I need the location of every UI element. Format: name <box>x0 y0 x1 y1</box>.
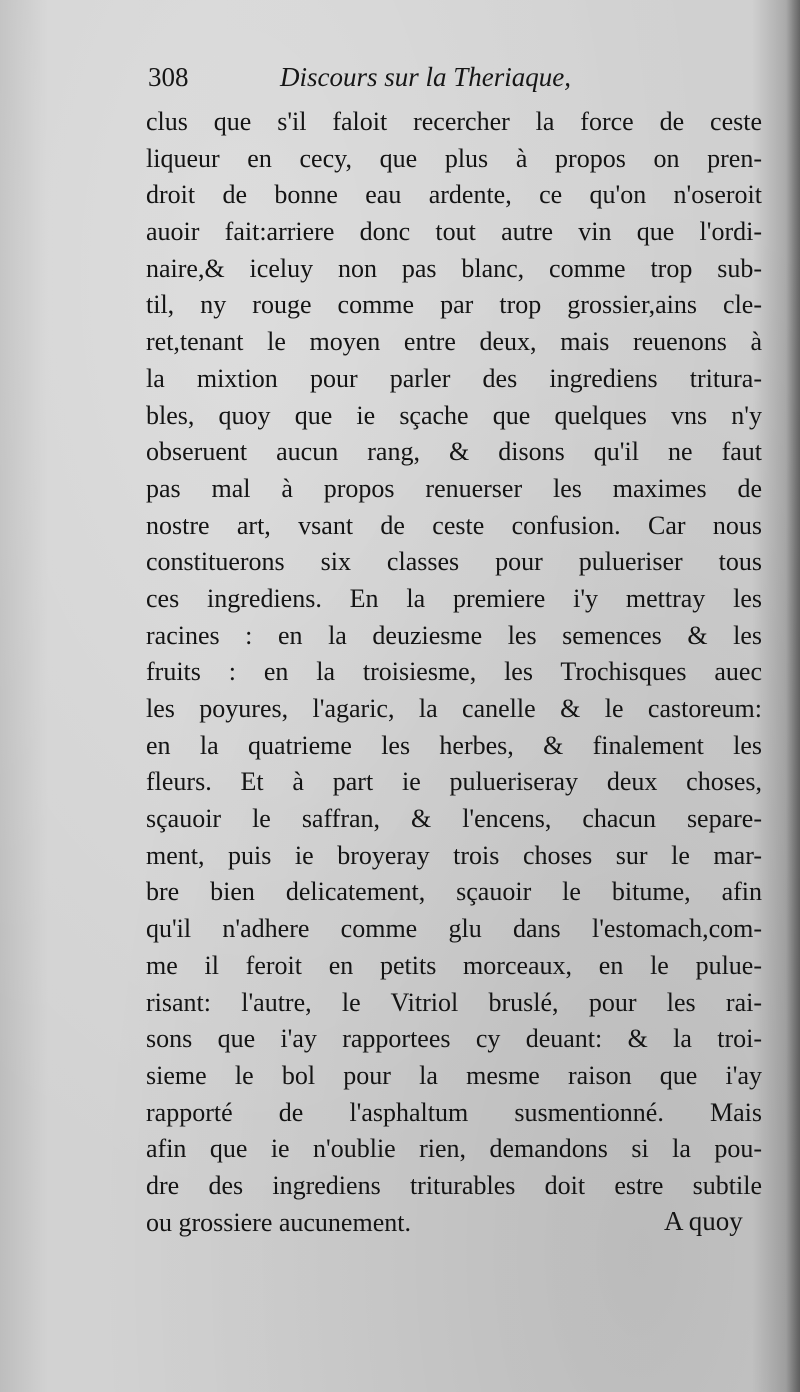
page-edge-shadow <box>786 0 800 1392</box>
text-line: naire,& iceluy non pas blanc, comme trop sub- <box>146 253 762 283</box>
catchword: A quoy <box>664 1206 743 1236</box>
page-header <box>148 62 708 102</box>
text-line: fruits : en la troisiesme, les Trochisques auec <box>146 657 762 687</box>
text-line: fleurs. Et à part ie pulueriseray deux choses, <box>146 767 762 797</box>
text-line: les poyures, l'agaric, la canelle & le castoreum: <box>146 694 762 723</box>
text-line: sçauoir le saffran, & l'encens, chacun separe- <box>146 804 762 834</box>
text-line: afin que ie n'oublie rien, demandons si la pou- <box>146 1134 762 1164</box>
text-line: ou grossiere aucunement. <box>146 1207 411 1237</box>
text-line: pas mal à propos renuerser les maximes de <box>146 473 762 503</box>
page-number: 308 <box>148 62 189 92</box>
text-line: risant: l'autre, le Vitriol bruslé, pour les rai- <box>146 987 762 1017</box>
text-line: ret,tenant le moyen entre deux, mais reuenons à <box>146 327 762 357</box>
text-line: droit de bonne eau ardente, ce qu'on n'oseroit <box>146 180 762 210</box>
text-line: bles, quoy que ie sçache que quelques vns n'y <box>146 400 762 430</box>
text-line: sons que i'ay rapportees cy deuant: & la troi- <box>146 1024 762 1054</box>
text-line: ces ingrediens. En la premiere i'y mettray les <box>146 583 762 613</box>
text-line: rapporté de l'asphaltum susmentionné. Mais <box>146 1097 762 1127</box>
text-line: auoir fait:arriere donc tout autre vin que l'ordi- <box>146 217 762 247</box>
text-line: sieme le bol pour la mesme raison que i'ay <box>146 1060 762 1090</box>
text-line: til, ny rouge comme par trop grossier,ains cle- <box>146 290 762 320</box>
text-line: ment, puis ie broyeray trois choses sur le mar- <box>146 840 762 870</box>
text-line: qu'il n'adhere comme glu dans l'estomach,com- <box>146 914 762 944</box>
text-line: clus que s'il faloit recercher la force de ceste <box>146 107 762 136</box>
text-line: constituerons six classes pour pulueriser tous <box>146 547 762 577</box>
text-line: racines : en la deuziesme les semences & les <box>146 620 762 650</box>
text-line: nostre art, vsant de ceste confusion. Car nous <box>146 510 762 540</box>
text-line: liqueur en cecy, que plus à propos on pren- <box>146 143 762 173</box>
text-line: la mixtion pour parler des ingrediens tritura- <box>146 363 762 393</box>
body-text <box>146 104 762 1241</box>
text-line: dre des ingrediens triturables doit estre subtile <box>146 1170 762 1200</box>
text-line: en la quatrieme les herbes, & finalement les <box>146 730 762 760</box>
text-line: obseruent aucun rang, & disons qu'il ne faut <box>146 437 762 467</box>
text-line: me il feroit en petits morceaux, en le pulue- <box>146 950 762 980</box>
running-title: Discours sur la Theriaque, <box>280 62 572 92</box>
text-line: bre bien delicatement, sçauoir le bitume, afin <box>146 877 762 907</box>
